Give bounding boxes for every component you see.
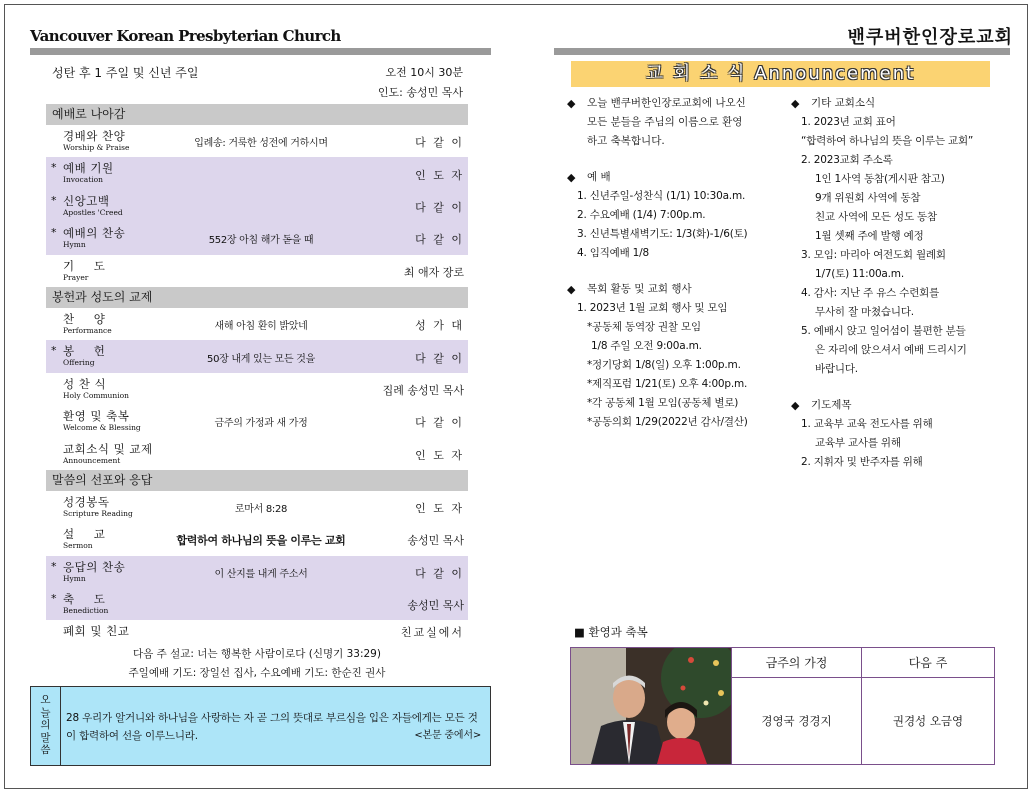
item-detail: 합력하여 하나님의 뜻을 이루는 교회 [176, 534, 346, 548]
todays-word-label-char: 오 [40, 694, 51, 706]
item-name-en: Invocation [63, 175, 103, 185]
section-header: 예배로 나아감 [46, 104, 468, 125]
announcement-line: 교육부 교사를 위해 [815, 437, 901, 449]
item-name-ko: 기 도 [63, 258, 113, 273]
announcement-line: 1. 교육부 교육 전도사를 위해 [801, 418, 933, 430]
announcement-line: 하고 축복합니다. [587, 135, 665, 147]
item-detail: 이 산지를 내게 주소서 [214, 568, 308, 580]
item-name-ko: 찬 양 [63, 311, 113, 326]
item-name-en: Worship & Praise [63, 143, 130, 152]
item-name-ko: 성 찬 식 [63, 376, 107, 391]
scripture-text: 28 우리가 알거니와 하나님을 사랑하는 자 곧 그의 뜻대로 부르심을 입은 자들에게는 모든 것이 합력하여 선을 이루느니라. [66, 712, 478, 742]
announcement-line: 2. 2023교회 주소록 [801, 154, 893, 166]
announcement-line: *공동체 동역장 권찰 모임 [587, 321, 701, 333]
item-detail: 새해 아침 환히 밝았네 [214, 321, 308, 333]
item-leader: 다 같 이 [415, 136, 464, 150]
item-leader: 인 도 자 [415, 168, 464, 182]
welcome-table [570, 647, 995, 765]
announcement-line: 기도제목 [811, 399, 852, 411]
announcement-heading [567, 280, 787, 299]
order-row [46, 523, 468, 555]
item-leader: 송성민 목사 [407, 534, 464, 548]
announcement-line: *각 공동체 1월 모임(공동체 별로) [587, 397, 739, 409]
announcement-line: 1/7(토) 11:00a.m. [815, 268, 904, 280]
announcement-heading [567, 94, 787, 151]
item-leader: 집례 송성민 목사 [382, 383, 464, 397]
item-detail: 입례송: 거룩한 성전에 거하시며 [194, 138, 328, 150]
required-marker: * [51, 193, 57, 207]
announcement-line: 1. 2023년 1월 교회 행사 및 모임 [577, 302, 728, 314]
diamond-bullet-icon: ◆ [567, 97, 576, 110]
announcement-line: 바랍니다. [815, 363, 858, 375]
announcement-line: 4. 임직예배 1/8 [577, 247, 649, 259]
announcement-line: “합력하여 하나님의 뜻을 이루는 교회” [801, 135, 974, 147]
required-marker: * [51, 161, 57, 175]
announcement-line: 1/8 주일 오전 9:00a.m. [591, 340, 702, 352]
order-row [46, 222, 468, 254]
order-row [46, 340, 468, 372]
diamond-bullet-icon: ◆ [791, 97, 800, 110]
announcement-line: 1. 2023년 교회 표어 [801, 116, 896, 128]
announcement-heading [791, 94, 1016, 113]
order-row [46, 588, 468, 620]
item-detail: 552장 아침 해가 돋을 때 [208, 235, 314, 247]
order-row [46, 190, 468, 222]
announcement-line: *정기당회 1/8(일) 오후 1:00p.m. [587, 359, 741, 371]
item-leader: 인 도 자 [415, 448, 464, 462]
item-name-ko: 환영 및 축복 [63, 409, 130, 424]
announcement-line: 기타 교회소식 [811, 97, 876, 109]
service-time: 오전 10시 30분 [385, 66, 463, 79]
todays-word-label [31, 687, 61, 765]
item-name-ko: 설 교 [63, 527, 113, 542]
announcement-list [801, 415, 1016, 472]
announcement-line: 1. 신년주일-성찬식 (1/1) 10:30a.m. [577, 190, 746, 202]
item-name-ko: 교회소식 및 교제 [63, 441, 153, 456]
announcement-line: 1월 셋째 주에 발행 예정 [815, 230, 924, 242]
item-name-en: Welcome & Blessing [63, 423, 141, 433]
todays-word-label-char: 씀 [40, 744, 51, 756]
next-week-family-column [861, 648, 994, 764]
announcement-line: 친교 사역에 모든 성도 동참 [815, 211, 937, 223]
item-name-ko: 축 도 [63, 592, 113, 607]
item-detail: 금주의 가정과 새 가정 [214, 418, 308, 430]
order-row [46, 255, 468, 287]
prayer-assignments: 주일예배 기도: 장일선 집사, 수요예배 기도: 한순진 권사 [128, 667, 386, 679]
announcement-line: 모든 분들을 주님의 이름으로 환영 [587, 116, 743, 128]
item-leader: 최 애자 장로 [403, 265, 464, 279]
announcement-line: 무사히 잘 마쳤습니다. [815, 306, 914, 318]
required-marker: * [51, 226, 57, 240]
todays-word-label-char: 말 [40, 731, 51, 744]
todays-word-label-char: 늘 [40, 706, 51, 719]
item-name-ko: 신앙고백 [63, 193, 110, 208]
item-name-en: Hymn [63, 240, 86, 250]
announcement-line: 9개 위원회 사역에 동참 [815, 192, 921, 204]
announcement-line: 은 자리에 앉으셔서 예배 드리시기 [815, 344, 967, 356]
item-name-en: Performance [63, 325, 112, 335]
next-week-family-header: 다음 주 [862, 648, 994, 678]
item-leader: 송성민 목사 [407, 599, 464, 613]
announcement-line: 2. 지휘자 및 반주자를 위해 [801, 456, 923, 468]
item-leader: 인 도 자 [415, 502, 464, 516]
item-name-en: Announcement [63, 455, 121, 465]
item-name-en: Holy Communion [63, 390, 129, 400]
header-rule-left [30, 48, 491, 55]
order-row [46, 491, 468, 523]
announcement-list [577, 187, 787, 263]
announcement-line: *제직포럼 1/21(토) 오후 4:00p.m. [587, 378, 748, 390]
church-name-ko: 밴쿠버한인장로교회 [847, 27, 1013, 48]
section-header: 말씀의 선포와 응답 [46, 470, 468, 491]
item-name-ko: 경배와 찬양 [63, 129, 126, 143]
item-name-ko: 폐회 및 친교 [63, 624, 130, 639]
announcement-column-2 [791, 94, 1016, 472]
service-preacher: 인도: 송성민 목사 [377, 86, 463, 99]
diamond-bullet-icon: ◆ [567, 171, 576, 184]
item-name-ko: 성경봉독 [63, 494, 110, 509]
diamond-bullet-icon: ◆ [791, 399, 800, 412]
this-week-family-names: 경영국 경경지 [761, 714, 832, 728]
item-leader: 다 같 이 [415, 233, 464, 247]
announcement-line: 예 배 [587, 171, 611, 183]
item-name-ko: 예배의 찬송 [63, 226, 126, 241]
todays-word-label-char: 의 [40, 719, 51, 731]
item-name-en: Benediction [63, 606, 109, 616]
announcement-list [801, 113, 1016, 379]
scripture-ref: <본문 중에서> [414, 730, 481, 741]
section-header: 봉헌과 성도의 교제 [46, 287, 468, 308]
item-leader: 성 가 대 [415, 319, 464, 333]
item-name-ko: 응답의 찬송 [63, 559, 126, 574]
item-detail: 50장 내게 있는 모든 것을 [207, 353, 315, 365]
welcome-label: ■ 환영과 축복 [574, 625, 648, 639]
this-week-family-column [731, 648, 861, 764]
announcement-line: 목회 활동 및 교회 행사 [587, 283, 692, 295]
item-leader: 다 같 이 [415, 566, 464, 580]
order-row [46, 438, 468, 470]
diamond-bullet-icon: ◆ [567, 283, 576, 296]
item-name-ko: 예배 기원 [63, 161, 114, 176]
item-name-en: Sermon [63, 541, 93, 551]
required-marker: * [51, 344, 57, 358]
order-row [46, 405, 468, 437]
required-marker: * [51, 592, 57, 606]
required-marker: * [51, 559, 57, 573]
item-name-en: Scripture Reading [63, 508, 133, 518]
announcement-line: 1인 1사역 동참(게시판 참고) [815, 173, 945, 185]
todays-word-box [30, 686, 491, 766]
order-row [46, 556, 468, 588]
announcement-heading [567, 168, 787, 187]
header-rule-right [554, 48, 1010, 55]
this-week-family-header: 금주의 가정 [732, 648, 861, 678]
item-leader: 다 같 이 [415, 351, 464, 365]
order-row [46, 373, 468, 405]
announcement-line: 4. 감사: 지난 주 유스 수련회를 [801, 287, 940, 299]
item-detail: 로마서 8:28 [234, 504, 288, 516]
item-name-en: Apostles 'Creed [63, 207, 123, 217]
item-name-en: Hymn [63, 573, 86, 583]
announcement-line: *공동의회 1/29(2022년 감사/결산) [587, 416, 748, 428]
item-leader: 친교실에서 [400, 626, 464, 640]
item-leader: 다 같 이 [415, 200, 464, 214]
announcement-banner: 교 회 소 식 Announcement [571, 61, 990, 87]
order-of-worship [46, 104, 468, 642]
order-row [46, 620, 468, 642]
next-week-sermon: 다음 주 설교: 너는 행복한 사람이로다 (신명기 33:29) [133, 648, 381, 660]
announcement-column-1 [567, 94, 787, 432]
item-name-ko: 봉 헌 [63, 344, 113, 359]
announcement-line: 2. 수요예배 (1/4) 7:00p.m. [577, 209, 706, 221]
announcement-list [577, 299, 787, 432]
todays-word-text [66, 709, 481, 745]
order-row [46, 125, 468, 157]
service-title: 성탄 후 1 주일 및 신년 주일 [52, 66, 199, 80]
announcement-line: 오늘 밴쿠버한인장로교회에 나오신 [587, 97, 746, 109]
announcement-line: 3. 신년특별새벽기도: 1/3(화)-1/6(토) [577, 228, 748, 240]
next-week-family-names: 권경성 오금영 [892, 714, 964, 728]
announcement-line: 5. 예배시 앉고 일어섬이 불편한 분들 [801, 325, 966, 337]
item-leader: 다 같 이 [415, 416, 464, 430]
church-name-en: Vancouver Korean Presbyterian Church [30, 27, 341, 45]
item-name-en: Offering [63, 358, 95, 368]
item-name-en: Prayer [63, 272, 89, 282]
order-row [46, 157, 468, 189]
announcement-heading [791, 396, 1016, 415]
couple-photo [571, 648, 731, 764]
announcement-line: 3. 모임: 마리아 여전도회 월례회 [801, 249, 946, 261]
order-row [46, 308, 468, 340]
couple-photo-graphic [571, 648, 731, 764]
